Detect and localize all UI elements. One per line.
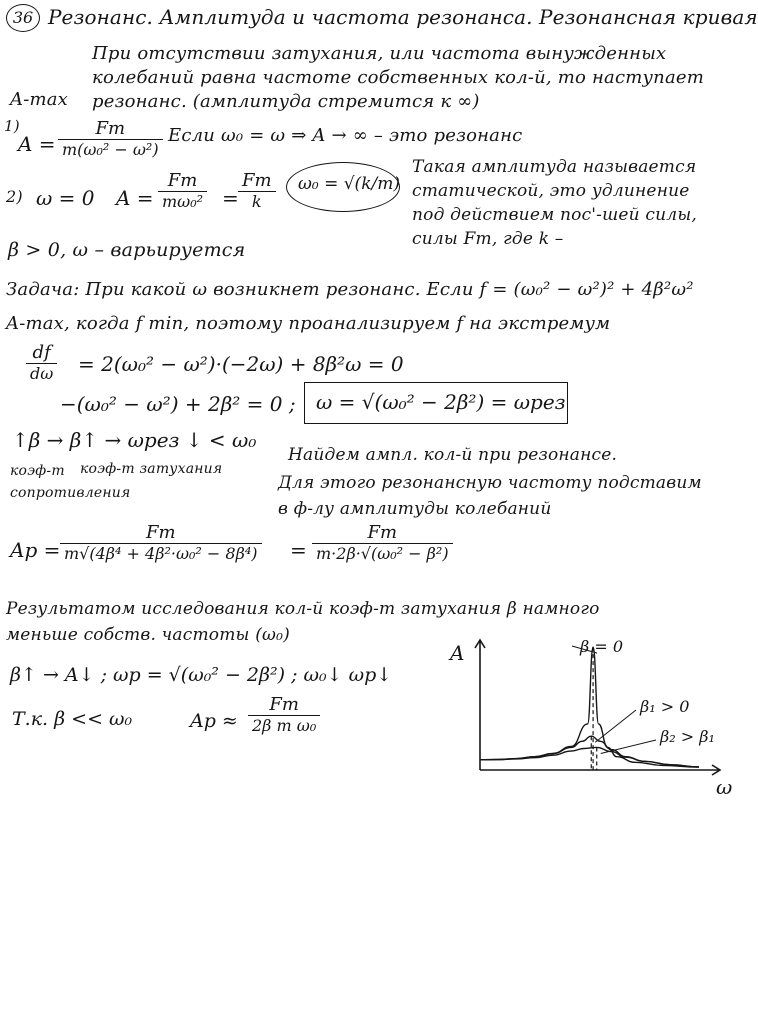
amp-note-line-3: в ф-лу амплитуды колебаний [278,499,552,519]
formula-2-condition: ω = 0 [36,186,95,210]
intro-line-1: При отсутствии затухания, или частота вынужденных [92,43,667,64]
amax-label: A-max [10,89,69,110]
amp-note-line-2: Для этого резонансную частоту подставим [278,473,702,493]
amp-formula-lhs: Aр = [10,538,61,562]
intro-line-3: резонанс. (амплитуда стремится к ∞) [92,91,480,112]
formula-2-numerator-2: Fm [242,170,272,191]
extremum-step: −(ω₀² − ω²) + 2β² = 0 ; [60,392,296,416]
formula-2-fraction-1 [158,170,207,211]
amp-denominator-2: m·2β·√(ω₀² − β²) [312,543,453,563]
static-note-line-3: под действием пос'-шей силы, [412,205,697,225]
resonance-curve-chart [440,630,733,800]
formula-1-comment: Если ω₀ = ω ⇒ A → ∞ – это резонанс [168,125,523,146]
x-axis-label: ω [716,775,733,799]
item-1-marker: 1) [4,117,20,135]
resonance-frequency: ω = √(ω₀² − 2β²) = ωрез [316,390,566,414]
formula-2-denominator-2: k [238,191,276,211]
amp-denominator-1: m√(4β⁴ + 4β²·ω₀² − 8β⁴) [60,543,262,563]
ticket-number-circle [6,4,40,32]
intro-line-2: колебаний равна частоте собственных кол-й, то наступает [92,67,705,88]
formula-1-lhs: A = [18,132,56,156]
coef-label-3: сопротивления [10,485,131,501]
series-leader-2 [595,710,636,742]
amp-note-line-1: Найдем ампл. кол-й при резонансе. [288,445,618,465]
derivative-fraction [26,342,57,383]
coef-label-1: коэф-т [10,463,65,479]
item-2-marker: 2) [6,187,23,206]
formula-1-denominator: m(ω₀² − ω²) [58,139,163,159]
derivative-rhs: = 2(ω₀² − ω²)·(−2ω) + 8β²ω = 0 [78,352,404,376]
static-note-line-1: Такая амплитуда называется [412,157,697,177]
approx-condition: Т.к. β << ω₀ [12,708,133,730]
formula-1-numerator: Fm [95,118,126,139]
formula-2-equals: = [222,186,239,210]
static-note-line-2: статической, это удлинение [412,181,690,201]
amp-fraction-2 [312,522,453,563]
ticket-number: 36 [12,8,34,27]
task-line-2: A-max, когда f min, поэтому проанализируем f на экстремум [6,313,611,334]
beta-arrows-line: ↑β → β↑ → ωрез ↓ < ω₀ [12,428,257,452]
series-label-1: β = 0 [580,637,624,656]
approx-fraction [248,694,320,735]
approx-denominator: 2β m ω₀ [248,715,320,735]
series-label-2: β₁ > 0 [640,697,690,716]
formula-2-fraction-2 [238,170,276,211]
page-title: Резонанс. Амплитуда и частота резонанса. Резонансная кривая [48,5,758,29]
static-note-line-4: силы Fm, где k – [412,229,564,249]
series-leader-3 [601,740,656,753]
approx-numerator: Fm [269,694,299,715]
series-label-3: β₂ > β₁ [660,727,715,746]
research-line-2: меньше собств. частоты (ω₀) [6,625,290,645]
formula-1-fraction [58,118,163,159]
formula-2-lhs: A = [116,186,154,210]
formula-2-numerator-1: Fm [167,170,198,191]
amp-formula-equals: = [290,538,307,562]
derivative-denominator: dω [26,363,57,383]
chart-labels [448,637,732,799]
coef-label-2: коэф-т затухания [80,461,223,477]
amp-fraction-1 [60,522,262,563]
task-line-1: Задача: При какой ω возникнет резонанс. Если f = (ω₀² − ω²)² + 4β²ω² [6,279,694,300]
amp-numerator-1: Fm [145,522,176,543]
approx-lhs: Aр ≈ [190,710,238,732]
amp-numerator-2: Fm [367,522,398,543]
research-line-1: Результатом исследования кол-й коэф-т затухания β намного [6,599,600,619]
y-axis-label: A [450,641,465,665]
beta-varies-line: β > 0, ω – варьируется [8,239,246,261]
beta-up-line: β↑ → A↓ ; ωр = √(ω₀² − 2β²) ; ω₀↓ ωр↓ [10,664,393,686]
formula-2-denominator-1: mω₀² [158,191,207,211]
derivative-numerator: df [32,342,51,363]
omega0-formula: ω₀ = √(k/m) [298,174,400,194]
series-curve-3 [480,747,699,766]
